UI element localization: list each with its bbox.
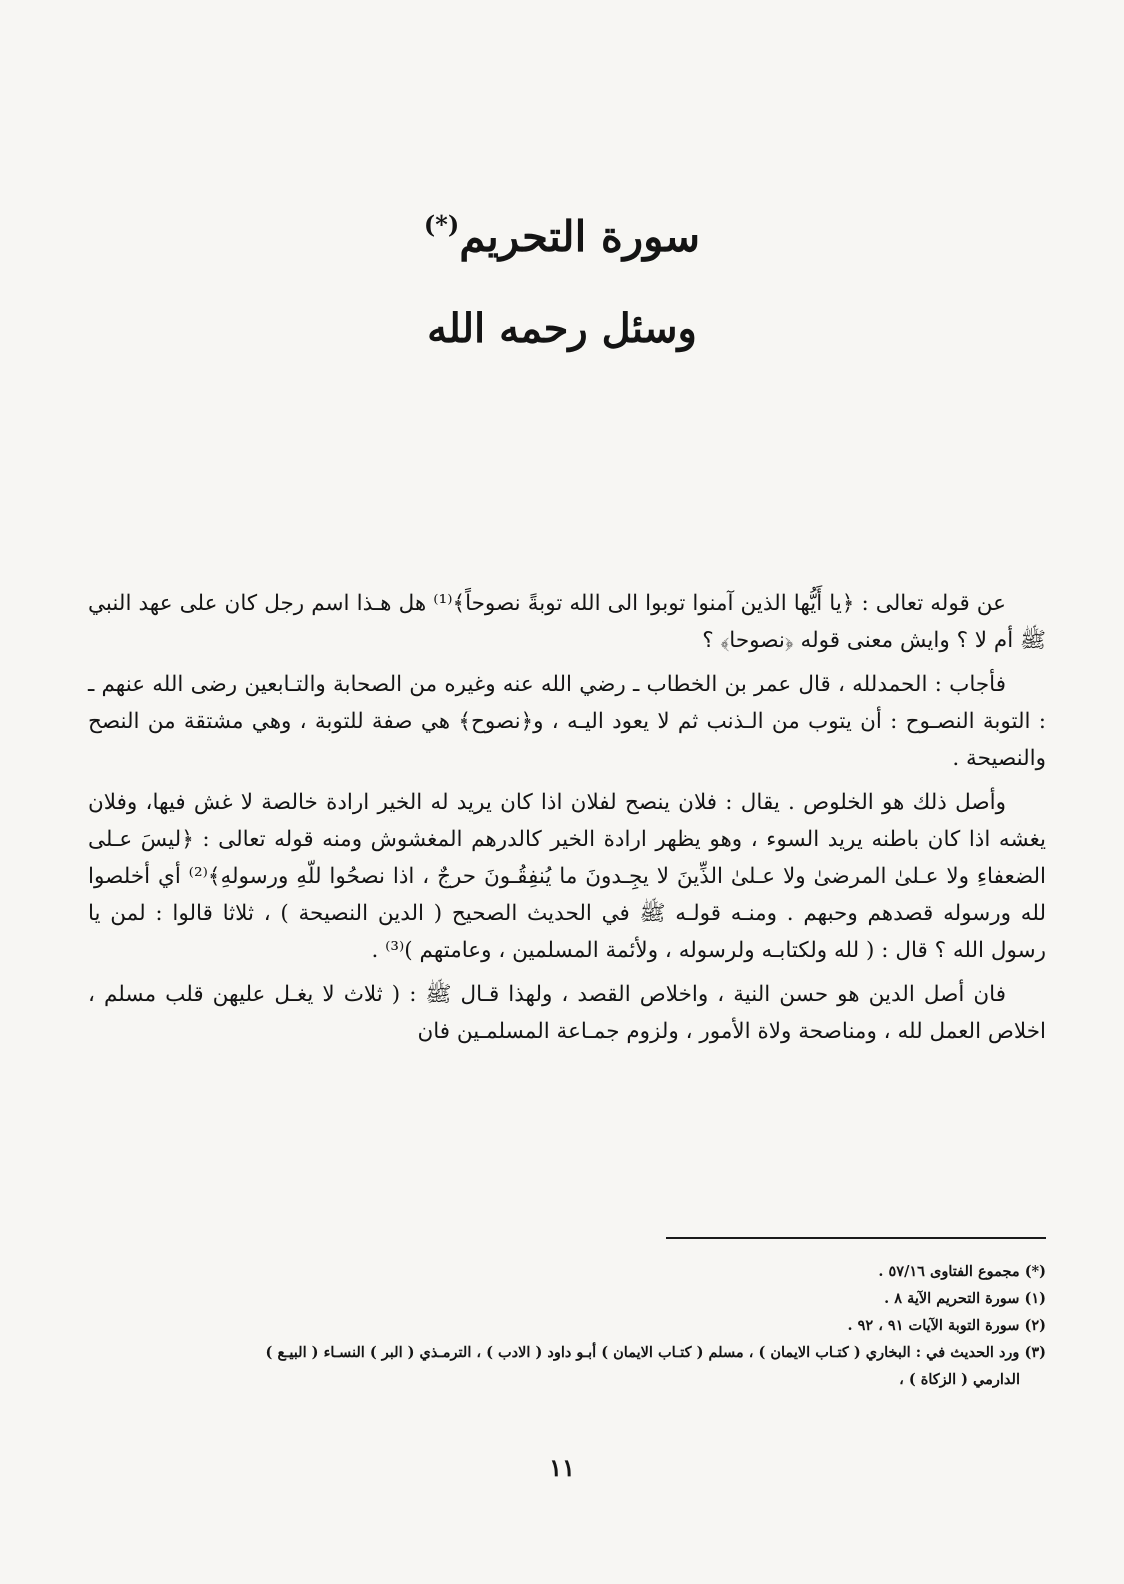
paragraph-answer: فأجاب : الحمدلله ، قال عمر بن الخطاب ـ رضي الله عنه وغيره من الصحابة والتـابعين رضى الله عنهم ـ : التوبة النصـوح : أن يتوب من الـذنب ثم لا يعود اليـه ، و﴿نصوح﴾ هي صفة للتوبة ، وهي مشتقة من النصح والنصيحة . — [88, 672, 1046, 771]
footnote-star: (*) مجموع الفتاوى ٥٧/١٦ . — [878, 1263, 1046, 1280]
footnote-divider — [666, 1237, 1046, 1239]
paragraph-question: عن قوله تعالى : ﴿يا أَيُّها الذين آمنوا توبوا الى الله توبةً نصوحاً﴾⁽¹⁾ هل هـذا اسم رجل كان على عهد النبي ﷺ أم لا ؟ وايش معنى قوله ﴿نصوحا﴾ ؟ — [88, 591, 1046, 653]
footnote-2: (٢) سورة التوبة الآيات ٩١ ، ٩٢ . — [847, 1317, 1046, 1334]
paragraph-religion: فان أصل الدين هو حسن النية ، واخلاص القصد ، ولهذا قـال ﷺ : ( ثلاث لا يغـل عليهن قلب مسلم ، اخلاص العمل لله ، ومناصحة ولاة الأمور ، ولزوم جمـاعة المسلمـين فان — [88, 982, 1046, 1044]
title-footnote-marker: (*) — [423, 210, 460, 239]
footnote-3-continued: الدارمي ( الزكاة ) ، — [899, 1371, 1020, 1388]
question-heading: وسئل رحمه الله — [427, 305, 697, 352]
footnotes — [80, 1258, 1046, 1393]
surah-title-text: سورة التحريم — [459, 212, 701, 261]
page-number: ١١ — [549, 1453, 575, 1482]
paragraph-origin: وأصل ذلك هو الخلوص . يقال : فلان ينصح لفلان اذا كان يريد له الخير ارادة خالصة لا غش فيها، وفلان يغشه اذا كان باطنه يريد السوء ، وهو يظهر ارادة الخير كالدرهم المغشوش ومنه قوله تعالى : ﴿ليسَ عـلى الضعفاءِ ولا عـلىٰ المرضىٰ ولا عـلىٰ الذِّينَ لا يجِـدونَ ما يُنفِقُـونَ حرجٌ ، اذا نصحُوا للّهِ ورسولهِ﴾⁽²⁾ أي أخلصوا لله ورسوله قصدهم وحبهم . ومنـه قولـه ﷺ في الحديث الصحيح ( الدين النصيحة ) ، ثلاثا قالوا : لمن يا رسول الله ؟ قال : ( لله ولكتابـه ولرسوله ، ولأئمة المسلمين ، وعامتهم )⁽³⁾ . — [88, 790, 1046, 963]
footnote-3: (٣) ورد الحديث في : البخاري ( كتـاب الايمان ) ، مسلم ( كتـاب الايمان ) أبـو داود ( الادب ) ، الترمـذي ( البر ) النسـاء ( البيـع ) — [265, 1344, 1046, 1361]
surah-title — [0, 192, 1124, 270]
footnote-1: (١) سورة التحريم الآية ٨ . — [884, 1290, 1046, 1307]
body-text — [88, 585, 1046, 1052]
